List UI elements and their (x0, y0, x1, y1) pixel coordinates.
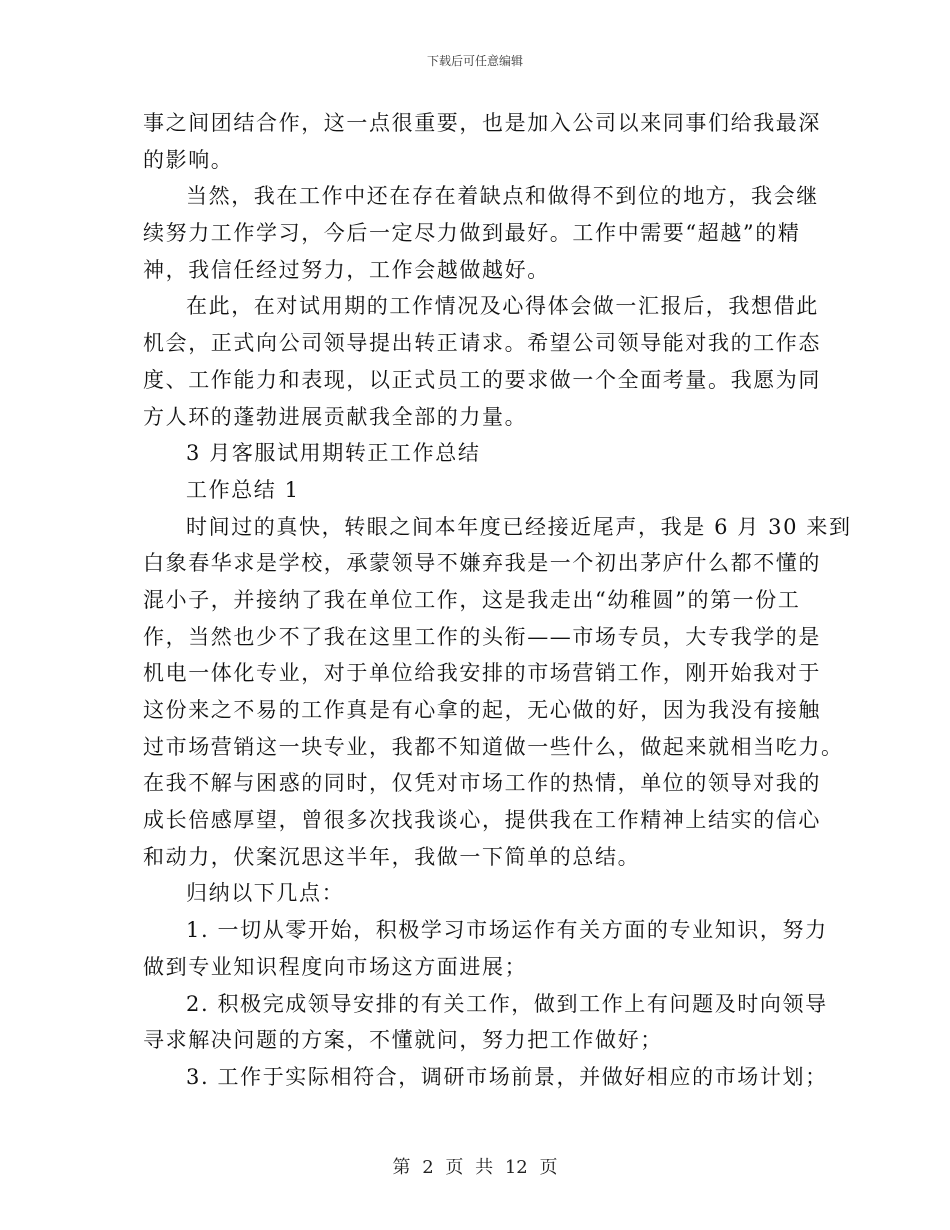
text-line: 成长倍感厚望，曾很多次找我谈心，提供我在工作精神上结实的信心 (143, 808, 821, 833)
list-item-continuation: 做到专业知识程度向市场这方面进展； (143, 954, 528, 979)
text-line: 神，我信任经过努力，工作会越做越好。 (143, 257, 550, 282)
sub-heading: 工作总结 1 (186, 477, 300, 502)
text-line: 混小子，并接纳了我在单位工作，这是我走出“幼稚圆”的第一份工 (143, 587, 801, 612)
text-line: 当然，我在工作中还在存在着缺点和做得不到位的地方，我会继 (186, 184, 819, 209)
text-line: 方人环的蓬勃进展贡献我全部的力量。 (143, 404, 528, 429)
list-item-continuation: 寻求解决问题的方案，不懂就问，努力把工作做好； (143, 1028, 663, 1053)
text-line: 机会，正式向公司领导提出转正请求。希望公司领导能对我的工作态 (143, 331, 821, 356)
text-line: 在此，在对试用期的工作情况及心得体会做一汇报后，我想借此 (186, 294, 819, 319)
page-header: 下载后可任意编辑 (426, 54, 523, 68)
text-line: 时间过的真快，转眼之间本年度已经接近尾声，我是 6 月 30 来到 (186, 514, 852, 539)
text-line: 机电一体化专业，对于单位给我安排的市场营销工作，刚开始我对于 (143, 661, 821, 686)
text-line: 作，当然也少不了我在这里工作的头衔——市场专员，大专我学的是 (143, 624, 821, 649)
text-line: 这份来之不易的工作真是有心拿的起，无心做的好，因为我没有接触 (143, 698, 821, 722)
text-line: 事之间团结合作，这一点很重要，也是加入公司以来同事们给我最深 (143, 111, 821, 135)
page-footer: 第 2 页 共 12 页 (392, 1157, 558, 1178)
text-line: 在我不解与困惑的同时，仅凭对市场工作的热情，单位的领导对我的 (143, 771, 821, 796)
list-item: 3. 工作于实际相符合，调研市场前景，并做好相应的市场计划； (186, 1064, 828, 1089)
text-line: 归纳以下几点： (186, 881, 345, 906)
text-line: 和动力，伏案沉思这半年，我做一下简单的总结。 (143, 844, 641, 869)
section-heading: 3 月客服试用期转正工作总结 (186, 441, 481, 466)
text-line: 的影响。 (143, 147, 234, 172)
list-item: 2. 积极完成领导安排的有关工作，做到工作上有问题及时向领导 (186, 991, 828, 1016)
text-line: 过市场营销这一块专业，我都不知道做一些什么，做起来就相当吃力。 (143, 734, 844, 759)
text-line: 度、工作能力和表现，以正式员工的要求做一个全面考量。我愿为同 (143, 367, 821, 392)
document-body (143, 105, 852, 1096)
text-line: 续努力工作学习，今后一定尽力做到最好。工作中需要“超越”的精 (143, 221, 801, 246)
list-item: 1. 一切从零开始，积极学习市场运作有关方面的专业知识，努力 (186, 918, 828, 943)
text-line: 白象春华求是学校，承蒙领导不嫌弃我是一个初出茅庐什么都不懂的 (143, 551, 821, 576)
